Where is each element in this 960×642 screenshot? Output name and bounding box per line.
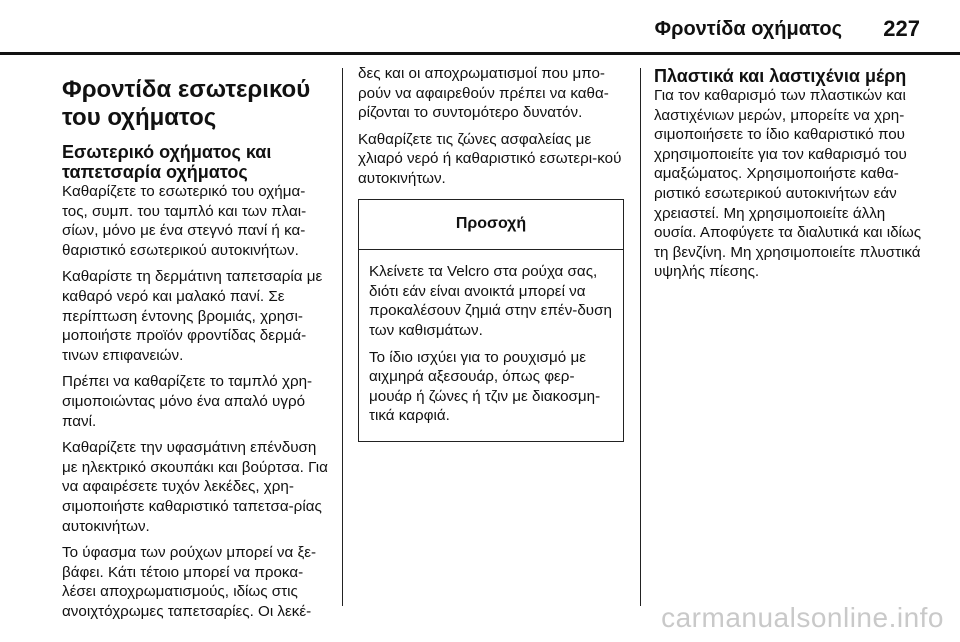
caution-paragraph: Το ίδιο ισχύει για το ρουχισμό με αιχμηρά αξεσουάρ, όπως φερ-μουάρ ή ζώνες ή τζιν με διακοσμη-τικά καρφιά. <box>369 348 601 425</box>
page-header <box>0 0 960 56</box>
page-number: 227 <box>883 16 920 41</box>
column-divider-2 <box>640 68 641 606</box>
caution-title: Προσοχή <box>359 200 623 251</box>
paragraph: Καθαρίζετε την υφασμάτινη επένδυση με ηλεκτρικό σκουπάκι και βούρτσα. Για να αφαιρέσετε τυχόν λεκέδες, χρη-σιμοποιήστε καθαριστικό ταπετσα-ρίας αυτοκινήτων. <box>62 439 328 535</box>
subheading-interior: Εσωτερικό οχήματος και ταπετσαρία οχήματος <box>62 142 272 182</box>
column-1 <box>62 64 330 628</box>
section-title: Φροντίδα οχήματος <box>654 18 842 40</box>
paragraph: δες και οι αποχρωματισμοί που μπο-ρούν να αφαιρεθούν πρέπει να καθα-ρίζονται το συντομότερο δυνατόν. <box>358 65 609 122</box>
header-rule <box>0 52 960 55</box>
caution-box <box>358 199 624 442</box>
paragraph: Καθαρίζετε τις ζώνες ασφαλείας με χλιαρό νερό ή καθαριστικό εσωτερι-κού αυτοκινήτων. <box>358 130 622 187</box>
paragraph: Καθαρίστε τη δερμάτινη ταπετσαρία με καθαρό νερό και μαλακό πανί. Σε περίπτωση έντονης βρομιάς, χρησι-μοποιήστε προϊόν φροντίδας δερμά-τινων επιφανειών. <box>62 268 323 364</box>
subheading-plastics: Πλαστικά και λαστιχένια μέρη <box>654 66 907 86</box>
paragraph: Καθαρίζετε το εσωτερικό του οχήμα-τος, συμπ. του ταμπλό και των πλαι-σίων, μόνο με ένα στεγνό πανί ή κα-θαριστικό εσωτερικού αυτοκινήτων. <box>62 183 307 259</box>
caution-body <box>359 250 623 441</box>
column-3 <box>654 64 928 289</box>
paragraph: Για τον καθαρισμό των πλαστικών και λαστιχένιων μερών, μπορείτε να χρη-σιμοποιήσετε το ίδιο καθαριστικό που χρησιμοποιείτε για τον καθαρισμό του αμαξώματος. Χρησιμοποιήστε καθα-ριστικό εσωτερικού αυτοκινήτων εάν χρειαστεί. Μη χρησιμοποιείτε άλλη ουσία. Αποφύγετε τα διαλυτικά και ιδίως τη βενζίνη. Μη χρησιμοποιείτε πλυστικά υψηλής πίεσης. <box>654 87 922 281</box>
column-2 <box>358 64 624 442</box>
column-divider-1 <box>342 68 343 606</box>
caution-paragraph: Κλείνετε τα Velcro στα ρούχα σας, διότι εάν είναι ανοικτά μπορεί να προκαλέσουν ζημιά στην επέν-δυση των καθισμάτων. <box>369 263 612 339</box>
watermark: carmanualsonline.info <box>661 602 944 633</box>
paragraph: Πρέπει να καθαρίζετε το ταμπλό χρη-σιμοποιώντας μόνο ένα απαλό υγρό πανί. <box>62 373 313 430</box>
paragraph: Το ύφασμα των ρούχων μπορεί να ξε-βάφει. Κάτι τέτοιο μπορεί να προκα-λέσει αποχρωματισμούς, ιδίως στις ανοιχτόχρωμες ταπετσαρίες. Οι λεκέ- <box>62 544 317 620</box>
main-heading: Φροντίδα εσωτερικού του οχήματος <box>62 76 311 131</box>
